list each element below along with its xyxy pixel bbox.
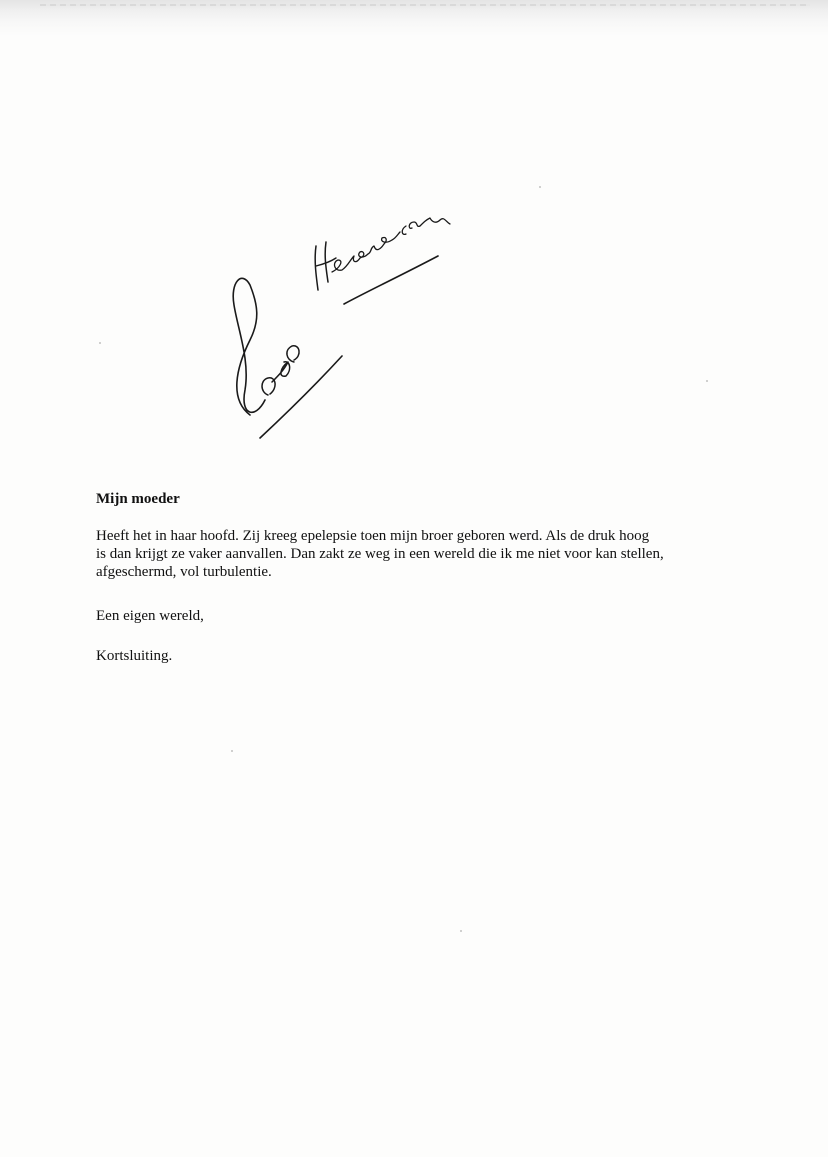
handwritten-signature xyxy=(220,210,460,450)
scan-speck xyxy=(706,380,708,382)
scan-speck xyxy=(460,930,462,932)
scan-speck xyxy=(231,750,233,752)
body-paragraph-third: Kortsluiting. xyxy=(96,648,173,664)
body-paragraph-second: Een eigen wereld, xyxy=(96,608,204,624)
body-paragraph-main xyxy=(96,527,756,581)
scan-speck xyxy=(99,342,101,344)
scan-speck xyxy=(539,186,541,188)
scan-edge-line xyxy=(40,4,810,6)
body-line: is dan krijgt ze vaker aanvallen. Dan zakt ze weg in een wereld die ik me niet voor kan stellen, xyxy=(96,546,664,562)
body-line: afgeschermd, vol turbulentie. xyxy=(96,564,272,580)
document-title: Mijn moeder xyxy=(96,491,180,507)
scan-edge-shadow xyxy=(0,0,828,36)
body-line: Heeft het in haar hoofd. Zij kreeg epelepsie toen mijn broer geboren werd. Als de druk hoog xyxy=(96,528,650,544)
